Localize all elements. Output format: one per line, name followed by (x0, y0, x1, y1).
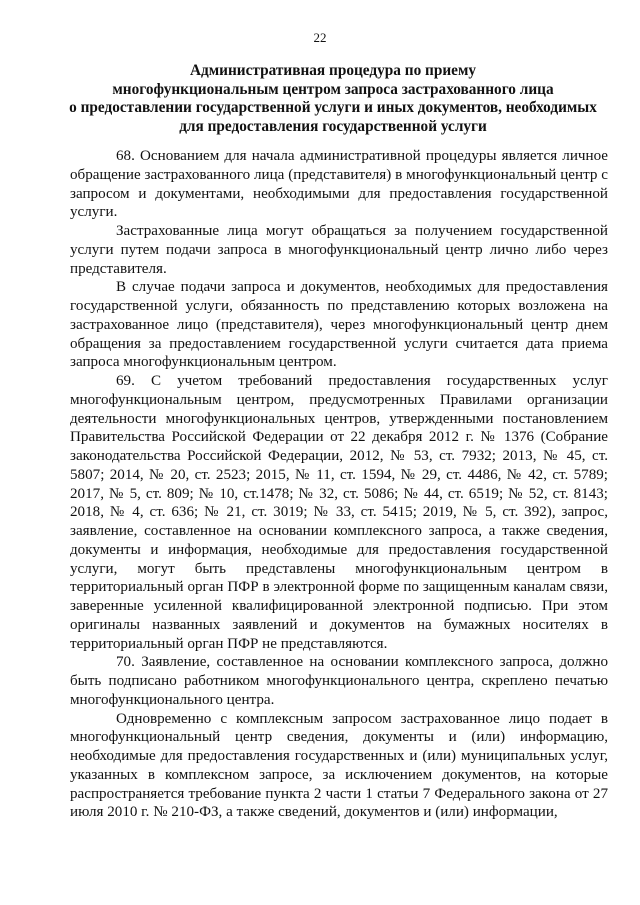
paragraph-70-complex-request: Одновременно с комплексным запросом застрахованное лицо подает в многофункциональный центр сведения, документы и (или) информацию, необходимые для предоставления государственных и (или) муниципальных услуг, указанных в комплексном запросе, за исключением документов, на которые распространяется требование пункта 2 части 1 статьи 7 Федерального закона от 27 июля 2010 г. № 210-ФЗ, а также сведений, документов и (или) информации, (70, 710, 608, 821)
paragraph-68-application-date: В случае подачи запроса и документов, необходимых для предоставления государственной услуги, обязанность по представлению которых возложена на застрахованное лицо (представителя), через многофункциональный центр днем обращения за предоставлением государственной услуги считается дата приема запроса многофункциональным центром. (70, 279, 608, 371)
section-heading (58, 62, 608, 136)
heading-line: Административная процедура по приему (189, 62, 477, 79)
heading-line: о предоставлении государственной услуги и иных документов, необходимых (69, 99, 597, 116)
page-number: 22 (313, 30, 327, 45)
heading-line: для предоставления государственной услуги (179, 117, 487, 135)
paragraph-70: 70. Заявление, составленное на основании комплексного запроса, должно быть подписано работником многофункционального центра, скреплено печатью многофункционального центра. (70, 654, 608, 708)
document-body (70, 147, 608, 822)
heading-line: многофункциональным центром запроса застрахованного лица (112, 80, 554, 98)
paragraph-69: 69. С учетом требований предоставления государственных услуг многофункциональным центром, предусмотренных Правилами организации деятельности многофункциональных центров, утвержденными постановлением Правительства Российской Федерации от 22 декабря 2012 г. № 1376 (Собрание законодательства Российской Федерации, 2012, № 53, ст. 7932; 2013, № 45, ст. 5807; 2014, № 20, ст. 2523; 2015, № 11, ст. 1594, № 29, ст. 4486, № 42, ст. 5789; 2017, № 5, ст. 809; № 10, ст.1478; № 32, ст. 5086; № 44, ст. 6519; № 52, ст. 8143; 2018, № 4, ст. 636; № 21, ст. 3019; № 33, ст. 5415; 2019, № 5, ст. 392), запрос, заявление, составленное на основании комплексного запроса, а также сведения, документы и информация, необходимые для предоставления государственной услуги, могут быть представлены многофункциональным центром в территориальный орган ПФР в электронной форме по защищенным каналам связи, заверенные усиленной квалифицированной электронной подписью. При этом оригиналы названных заявлений и документов на бумажных носителях в территориальный орган ПФР не представляются. (70, 373, 608, 652)
paragraph-68: 68. Основанием для начала административной процедуры является личное обращение застрахованного лица (представителя) в многофункциональный центр с запросом и документами, необходимыми для предоставления государственной услуги. (70, 148, 608, 221)
paragraph-68-representatives: Застрахованные лица могут обращаться за получением государственной услуги путем подачи запроса в многофункциональный центр лично либо через представителя. (70, 223, 608, 277)
